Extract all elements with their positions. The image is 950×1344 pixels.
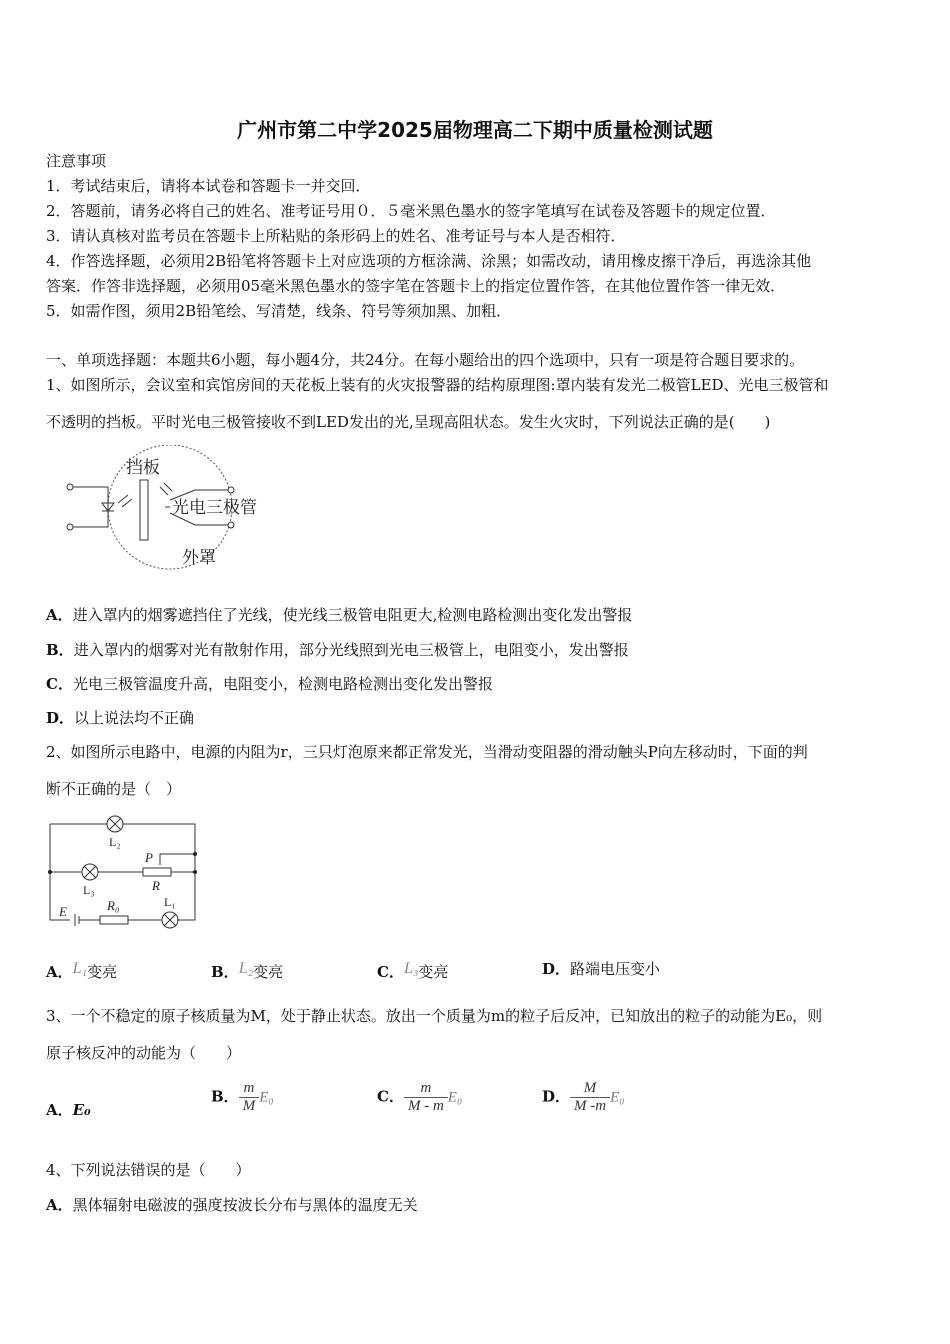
fire-alarm-diagram [60, 445, 290, 580]
circuit-diagram [45, 812, 205, 932]
q1-stem: 1、如图所示，会议室和宾馆房间的天花板上装有的火灾报警器的结构原理图:罩内装有发光二极管LED、光电三极管和 [46, 376, 829, 394]
q2-option-d: D．路端电压变小 [542, 960, 661, 978]
l1-label: L₁ [164, 895, 176, 909]
q3-stem: 原子核反冲的动能为（ ） [46, 1044, 242, 1062]
baffle-label: 挡板 [126, 458, 160, 478]
q1-stem: 不透明的挡板。平时光电三极管接收不到LED发出的光,呈现高阻状态。发生火灾时，下列说法正确的是( ) [46, 413, 771, 431]
q4-option-a: A．黑体辐射电磁波的强度按波长分布与黑体的温度无关 [46, 1196, 418, 1214]
p-label: P [145, 850, 153, 865]
r0-label: R₀ [107, 898, 120, 913]
e-label: E [59, 904, 67, 919]
q2-option-a: A．L₁变亮 [46, 960, 118, 981]
q2-stem: 2、如图所示电路中，电源的内阻为r，三只灯泡原来都正常发光，当滑动变阻器的滑动触头P向左移动时，下面的判 [46, 743, 808, 761]
l2-label: L₂ [109, 835, 121, 849]
notice-item: 答案．作答非选择题，必须用05毫米黑色墨水的签字笔在答题卡上的指定位置作答，在其他位置作答一律无效． [46, 277, 786, 295]
transistor-label: 光电三极管 [172, 498, 257, 518]
cover-label: 外罩 [182, 548, 216, 568]
q4-stem: 4、下列说法错误的是（ ） [46, 1161, 251, 1179]
q3-option-d: D． $\frac{M}{M -m}$ E₀ [542, 1080, 625, 1114]
q3-option-b: B． $\frac{m}{M}$ E₀ [211, 1080, 274, 1114]
q1-option-d: D．以上说法均不正确 [46, 709, 195, 727]
notice-item: 1．考试结束后，请将本试卷和答题卡一并交回． [46, 177, 371, 195]
q1-option-c: C．光电三极管温度升高，电阻变小，检测电路检测出变化发出警报 [46, 675, 493, 693]
q3-option-a: A．E₀ [46, 1101, 91, 1119]
notice-item: 4．作答选择题，必须用2B铅笔将答题卡上对应选项的方框涂满、涂黑；如需改动，请用橡皮擦干净后，再选涂其他 [46, 252, 812, 270]
l3-label: L₃ [83, 883, 95, 897]
r-label: R [152, 878, 160, 893]
q2-option-b: B．L₂变亮 [211, 960, 284, 981]
q3-option-c: C． $\frac{m}{M - m}$ E₀ [377, 1080, 463, 1114]
q3-stem: 3、一个不稳定的原子核质量为M，处于静止状态。放出一个质量为m的粒子后反冲，已知放出的粒子的动能为E₀，则 [46, 1007, 823, 1025]
q2-stem: 断不正确的是（ ） [46, 780, 182, 798]
section-heading: 一、单项选择题：本题共6小题，每小题4分，共24分。在每小题给出的四个选项中，只有一项是符合题目要求的。 [46, 351, 805, 369]
notice-heading: 注意事项 [46, 152, 107, 170]
page-title: 广州市第二中学2025届物理高二下期中质量检测试题 [237, 118, 713, 142]
notice-item: 5．如需作图，须用2B铅笔绘、写清楚，线条、符号等须加黑、加粗． [46, 302, 512, 320]
q1-option-b: B．进入罩内的烟雾对光有散射作用，部分光线照到光电三极管上，电阻变小，发出警报 [46, 641, 629, 659]
notice-item: 3．请认真核对监考员在答题卡上所粘贴的条形码上的姓名、准考证号与本人是否相符． [46, 227, 626, 245]
q2-option-c: C．L₃变亮 [377, 960, 449, 981]
notice-item: 2．答题前，请务必将自己的姓名、准考证号用０．５毫米黑色墨水的签字笔填写在试卷及答题卡的规定位置． [46, 202, 776, 220]
q1-option-a: A．进入罩内的烟雾遮挡住了光线，使光线三极管电阻更大,检测电路检测出变化发出警报 [46, 606, 633, 624]
